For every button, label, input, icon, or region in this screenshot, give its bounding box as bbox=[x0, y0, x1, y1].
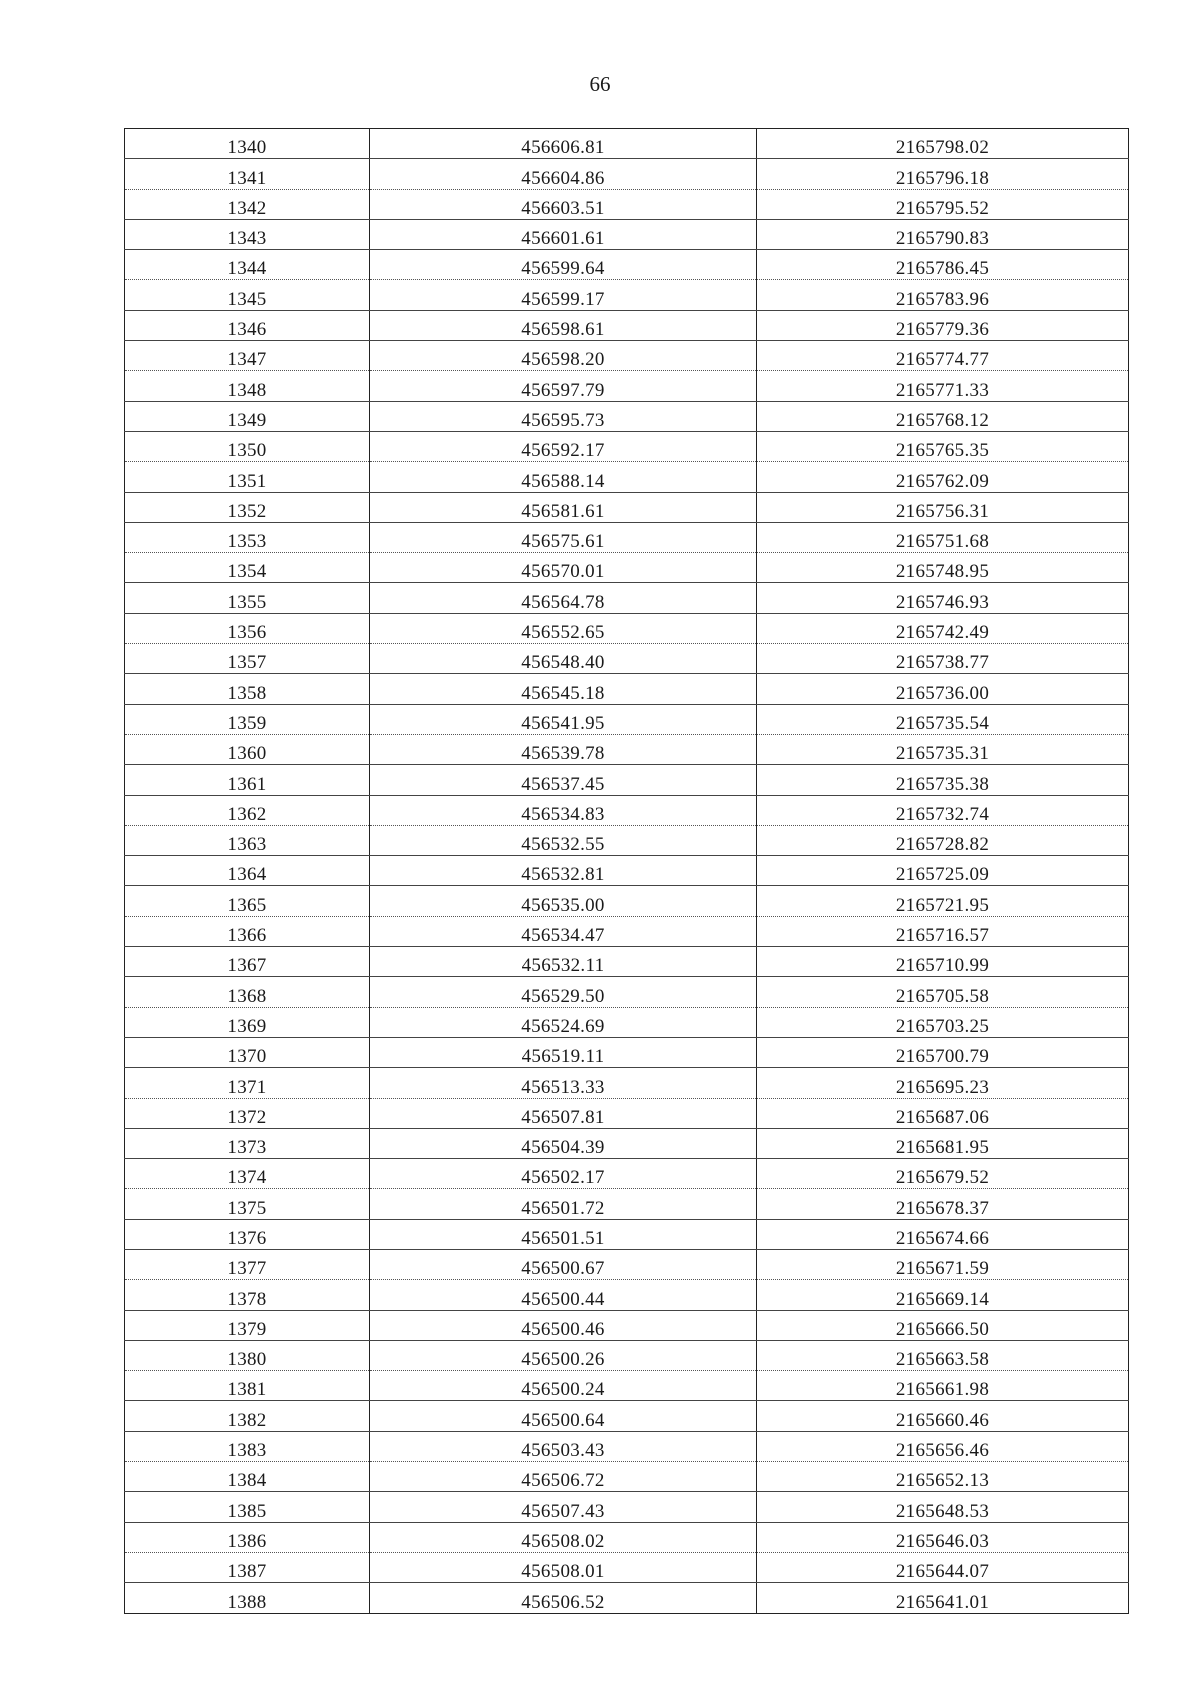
point-number-cell: 1362 bbox=[125, 795, 370, 825]
point-number-cell: 1347 bbox=[125, 341, 370, 371]
y-coordinate-cell: 2165710.99 bbox=[757, 947, 1129, 977]
y-coordinate-cell: 2165751.68 bbox=[757, 522, 1129, 552]
x-coordinate-cell: 456508.01 bbox=[370, 1552, 757, 1582]
x-coordinate-cell: 456532.55 bbox=[370, 825, 757, 855]
y-coordinate-cell: 2165771.33 bbox=[757, 371, 1129, 401]
y-coordinate-cell: 2165660.46 bbox=[757, 1401, 1129, 1431]
table-row bbox=[125, 1492, 1129, 1522]
point-number-cell: 1353 bbox=[125, 522, 370, 552]
table-row bbox=[125, 1098, 1129, 1128]
x-coordinate-cell: 456506.72 bbox=[370, 1462, 757, 1492]
table-row bbox=[125, 1462, 1129, 1492]
table-row bbox=[125, 462, 1129, 492]
point-number-cell: 1357 bbox=[125, 644, 370, 674]
y-coordinate-cell: 2165798.02 bbox=[757, 129, 1129, 159]
table-row bbox=[125, 977, 1129, 1007]
x-coordinate-cell: 456597.79 bbox=[370, 371, 757, 401]
y-coordinate-cell: 2165768.12 bbox=[757, 401, 1129, 431]
table-row bbox=[125, 1431, 1129, 1461]
point-number-cell: 1382 bbox=[125, 1401, 370, 1431]
point-number-cell: 1371 bbox=[125, 1068, 370, 1098]
point-number-cell: 1354 bbox=[125, 553, 370, 583]
point-number-cell: 1384 bbox=[125, 1462, 370, 1492]
table-row bbox=[125, 1340, 1129, 1370]
x-coordinate-cell: 456501.72 bbox=[370, 1189, 757, 1219]
x-coordinate-cell: 456519.11 bbox=[370, 1037, 757, 1067]
y-coordinate-cell: 2165735.31 bbox=[757, 734, 1129, 764]
table-row bbox=[125, 1552, 1129, 1582]
x-coordinate-cell: 456599.17 bbox=[370, 280, 757, 310]
point-number-cell: 1348 bbox=[125, 371, 370, 401]
y-coordinate-cell: 2165687.06 bbox=[757, 1098, 1129, 1128]
table-row bbox=[125, 1189, 1129, 1219]
point-number-cell: 1370 bbox=[125, 1037, 370, 1067]
table-row bbox=[125, 613, 1129, 643]
y-coordinate-cell: 2165746.93 bbox=[757, 583, 1129, 613]
table-row bbox=[125, 1401, 1129, 1431]
y-coordinate-cell: 2165748.95 bbox=[757, 553, 1129, 583]
table-row bbox=[125, 886, 1129, 916]
y-coordinate-cell: 2165641.01 bbox=[757, 1583, 1129, 1613]
x-coordinate-cell: 456504.39 bbox=[370, 1128, 757, 1158]
point-number-cell: 1344 bbox=[125, 250, 370, 280]
table-row bbox=[125, 704, 1129, 734]
y-coordinate-cell: 2165700.79 bbox=[757, 1037, 1129, 1067]
y-coordinate-cell: 2165663.58 bbox=[757, 1340, 1129, 1370]
table-row bbox=[125, 1068, 1129, 1098]
x-coordinate-cell: 456524.69 bbox=[370, 1007, 757, 1037]
x-coordinate-cell: 456500.67 bbox=[370, 1249, 757, 1279]
x-coordinate-cell: 456534.47 bbox=[370, 916, 757, 946]
y-coordinate-cell: 2165786.45 bbox=[757, 250, 1129, 280]
table-row bbox=[125, 189, 1129, 219]
table-row bbox=[125, 825, 1129, 855]
y-coordinate-cell: 2165728.82 bbox=[757, 825, 1129, 855]
point-number-cell: 1386 bbox=[125, 1522, 370, 1552]
x-coordinate-cell: 456500.46 bbox=[370, 1310, 757, 1340]
table-row bbox=[125, 947, 1129, 977]
x-coordinate-cell: 456532.81 bbox=[370, 856, 757, 886]
y-coordinate-cell: 2165742.49 bbox=[757, 613, 1129, 643]
x-coordinate-cell: 456575.61 bbox=[370, 522, 757, 552]
x-coordinate-cell: 456541.95 bbox=[370, 704, 757, 734]
y-coordinate-cell: 2165681.95 bbox=[757, 1128, 1129, 1158]
x-coordinate-cell: 456535.00 bbox=[370, 886, 757, 916]
point-number-cell: 1369 bbox=[125, 1007, 370, 1037]
point-number-cell: 1378 bbox=[125, 1280, 370, 1310]
x-coordinate-cell: 456539.78 bbox=[370, 734, 757, 764]
table-row bbox=[125, 795, 1129, 825]
y-coordinate-cell: 2165716.57 bbox=[757, 916, 1129, 946]
table-row bbox=[125, 492, 1129, 522]
point-number-cell: 1350 bbox=[125, 431, 370, 461]
point-number-cell: 1351 bbox=[125, 462, 370, 492]
x-coordinate-cell: 456500.24 bbox=[370, 1371, 757, 1401]
y-coordinate-cell: 2165679.52 bbox=[757, 1159, 1129, 1189]
y-coordinate-cell: 2165725.09 bbox=[757, 856, 1129, 886]
table-row bbox=[125, 583, 1129, 613]
x-coordinate-cell: 456570.01 bbox=[370, 553, 757, 583]
x-coordinate-cell: 456503.43 bbox=[370, 1431, 757, 1461]
x-coordinate-cell: 456599.64 bbox=[370, 250, 757, 280]
y-coordinate-cell: 2165790.83 bbox=[757, 219, 1129, 249]
x-coordinate-cell: 456508.02 bbox=[370, 1522, 757, 1552]
x-coordinate-cell: 456603.51 bbox=[370, 189, 757, 219]
x-coordinate-cell: 456537.45 bbox=[370, 765, 757, 795]
y-coordinate-cell: 2165666.50 bbox=[757, 1310, 1129, 1340]
point-number-cell: 1366 bbox=[125, 916, 370, 946]
point-number-cell: 1380 bbox=[125, 1340, 370, 1370]
x-coordinate-cell: 456552.65 bbox=[370, 613, 757, 643]
point-number-cell: 1374 bbox=[125, 1159, 370, 1189]
table-row bbox=[125, 674, 1129, 704]
y-coordinate-cell: 2165796.18 bbox=[757, 159, 1129, 189]
x-coordinate-cell: 456598.61 bbox=[370, 310, 757, 340]
x-coordinate-cell: 456513.33 bbox=[370, 1068, 757, 1098]
table-row bbox=[125, 553, 1129, 583]
point-number-cell: 1356 bbox=[125, 613, 370, 643]
x-coordinate-cell: 456548.40 bbox=[370, 644, 757, 674]
y-coordinate-cell: 2165656.46 bbox=[757, 1431, 1129, 1461]
y-coordinate-cell: 2165674.66 bbox=[757, 1219, 1129, 1249]
y-coordinate-cell: 2165783.96 bbox=[757, 280, 1129, 310]
point-number-cell: 1387 bbox=[125, 1552, 370, 1582]
y-coordinate-cell: 2165646.03 bbox=[757, 1522, 1129, 1552]
y-coordinate-cell: 2165795.52 bbox=[757, 189, 1129, 219]
point-number-cell: 1360 bbox=[125, 734, 370, 764]
y-coordinate-cell: 2165703.25 bbox=[757, 1007, 1129, 1037]
y-coordinate-cell: 2165756.31 bbox=[757, 492, 1129, 522]
y-coordinate-cell: 2165735.38 bbox=[757, 765, 1129, 795]
y-coordinate-cell: 2165678.37 bbox=[757, 1189, 1129, 1219]
point-number-cell: 1340 bbox=[125, 129, 370, 159]
x-coordinate-cell: 456581.61 bbox=[370, 492, 757, 522]
point-number-cell: 1373 bbox=[125, 1128, 370, 1158]
table-body bbox=[125, 129, 1129, 1614]
x-coordinate-cell: 456606.81 bbox=[370, 129, 757, 159]
table-row bbox=[125, 1371, 1129, 1401]
y-coordinate-cell: 2165765.35 bbox=[757, 431, 1129, 461]
point-number-cell: 1372 bbox=[125, 1098, 370, 1128]
x-coordinate-cell: 456507.43 bbox=[370, 1492, 757, 1522]
y-coordinate-cell: 2165735.54 bbox=[757, 704, 1129, 734]
y-coordinate-cell: 2165774.77 bbox=[757, 341, 1129, 371]
point-number-cell: 1365 bbox=[125, 886, 370, 916]
x-coordinate-cell: 456595.73 bbox=[370, 401, 757, 431]
x-coordinate-cell: 456529.50 bbox=[370, 977, 757, 1007]
table-row bbox=[125, 1128, 1129, 1158]
point-number-cell: 1377 bbox=[125, 1249, 370, 1279]
y-coordinate-cell: 2165736.00 bbox=[757, 674, 1129, 704]
point-number-cell: 1361 bbox=[125, 765, 370, 795]
table-row bbox=[125, 1159, 1129, 1189]
point-number-cell: 1383 bbox=[125, 1431, 370, 1461]
table-row bbox=[125, 431, 1129, 461]
table-row bbox=[125, 401, 1129, 431]
table-row bbox=[125, 1310, 1129, 1340]
table-row bbox=[125, 159, 1129, 189]
point-number-cell: 1368 bbox=[125, 977, 370, 1007]
x-coordinate-cell: 456564.78 bbox=[370, 583, 757, 613]
table-row bbox=[125, 219, 1129, 249]
x-coordinate-cell: 456598.20 bbox=[370, 341, 757, 371]
point-number-cell: 1345 bbox=[125, 280, 370, 310]
point-number-cell: 1342 bbox=[125, 189, 370, 219]
point-number-cell: 1375 bbox=[125, 1189, 370, 1219]
point-number-cell: 1385 bbox=[125, 1492, 370, 1522]
y-coordinate-cell: 2165762.09 bbox=[757, 462, 1129, 492]
point-number-cell: 1352 bbox=[125, 492, 370, 522]
page-number: 66 bbox=[589, 72, 611, 96]
x-coordinate-cell: 456500.44 bbox=[370, 1280, 757, 1310]
point-number-cell: 1363 bbox=[125, 825, 370, 855]
y-coordinate-cell: 2165648.53 bbox=[757, 1492, 1129, 1522]
y-coordinate-cell: 2165652.13 bbox=[757, 1462, 1129, 1492]
table-row bbox=[125, 1280, 1129, 1310]
table-row bbox=[125, 1522, 1129, 1552]
point-number-cell: 1364 bbox=[125, 856, 370, 886]
table-row bbox=[125, 1249, 1129, 1279]
point-number-cell: 1355 bbox=[125, 583, 370, 613]
table-row bbox=[125, 522, 1129, 552]
point-number-cell: 1359 bbox=[125, 704, 370, 734]
point-number-cell: 1376 bbox=[125, 1219, 370, 1249]
table-row bbox=[125, 1007, 1129, 1037]
y-coordinate-cell: 2165695.23 bbox=[757, 1068, 1129, 1098]
y-coordinate-cell: 2165644.07 bbox=[757, 1552, 1129, 1582]
table-row bbox=[125, 1037, 1129, 1067]
x-coordinate-cell: 456588.14 bbox=[370, 462, 757, 492]
table-row bbox=[125, 734, 1129, 764]
table-row bbox=[125, 250, 1129, 280]
x-coordinate-cell: 456500.64 bbox=[370, 1401, 757, 1431]
table-row bbox=[125, 916, 1129, 946]
table-row bbox=[125, 644, 1129, 674]
table-row bbox=[125, 341, 1129, 371]
x-coordinate-cell: 456604.86 bbox=[370, 159, 757, 189]
table-row bbox=[125, 765, 1129, 795]
point-number-cell: 1346 bbox=[125, 310, 370, 340]
y-coordinate-cell: 2165671.59 bbox=[757, 1249, 1129, 1279]
y-coordinate-cell: 2165705.58 bbox=[757, 977, 1129, 1007]
x-coordinate-cell: 456545.18 bbox=[370, 674, 757, 704]
table-row bbox=[125, 1583, 1129, 1613]
point-number-cell: 1381 bbox=[125, 1371, 370, 1401]
y-coordinate-cell: 2165661.98 bbox=[757, 1371, 1129, 1401]
point-number-cell: 1379 bbox=[125, 1310, 370, 1340]
point-number-cell: 1367 bbox=[125, 947, 370, 977]
x-coordinate-cell: 456500.26 bbox=[370, 1340, 757, 1370]
y-coordinate-cell: 2165732.74 bbox=[757, 795, 1129, 825]
x-coordinate-cell: 456506.52 bbox=[370, 1583, 757, 1613]
y-coordinate-cell: 2165779.36 bbox=[757, 310, 1129, 340]
x-coordinate-cell: 456601.61 bbox=[370, 219, 757, 249]
point-number-cell: 1349 bbox=[125, 401, 370, 431]
x-coordinate-cell: 456534.83 bbox=[370, 795, 757, 825]
table-row bbox=[125, 856, 1129, 886]
y-coordinate-cell: 2165669.14 bbox=[757, 1280, 1129, 1310]
table-row bbox=[125, 280, 1129, 310]
coordinates-table bbox=[124, 128, 1129, 1614]
x-coordinate-cell: 456592.17 bbox=[370, 431, 757, 461]
point-number-cell: 1358 bbox=[125, 674, 370, 704]
table-row bbox=[125, 310, 1129, 340]
x-coordinate-cell: 456501.51 bbox=[370, 1219, 757, 1249]
y-coordinate-cell: 2165738.77 bbox=[757, 644, 1129, 674]
y-coordinate-cell: 2165721.95 bbox=[757, 886, 1129, 916]
point-number-cell: 1341 bbox=[125, 159, 370, 189]
x-coordinate-cell: 456532.11 bbox=[370, 947, 757, 977]
table-row bbox=[125, 371, 1129, 401]
x-coordinate-cell: 456502.17 bbox=[370, 1159, 757, 1189]
point-number-cell: 1388 bbox=[125, 1583, 370, 1613]
x-coordinate-cell: 456507.81 bbox=[370, 1098, 757, 1128]
table-row bbox=[125, 1219, 1129, 1249]
point-number-cell: 1343 bbox=[125, 219, 370, 249]
table-row bbox=[125, 129, 1129, 159]
